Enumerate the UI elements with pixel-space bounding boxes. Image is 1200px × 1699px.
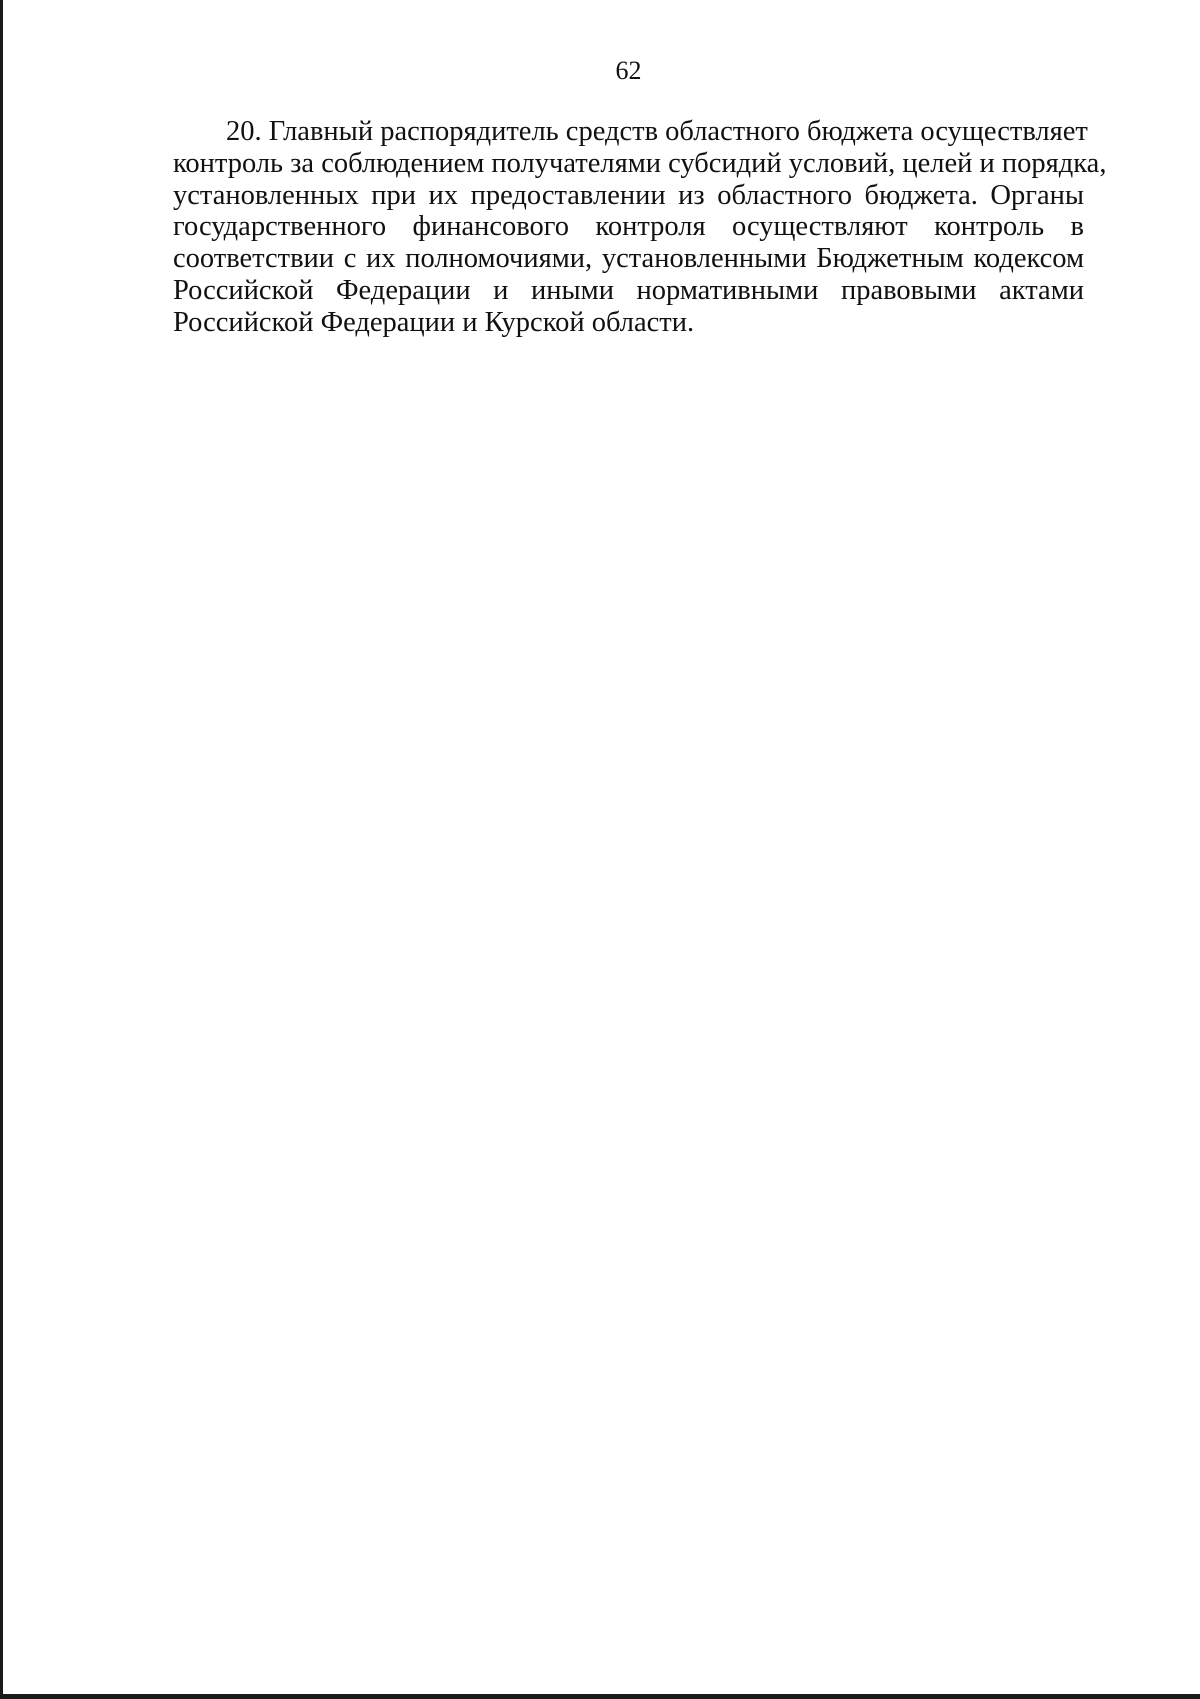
scan-edge-left xyxy=(0,0,3,1699)
page-number: 62 xyxy=(615,56,642,85)
paragraph-20 xyxy=(173,116,1107,339)
paragraph-line: Российской Федерации и иными нормативными правовыми актами xyxy=(173,274,1084,306)
scan-edge-bottom xyxy=(0,1694,1200,1699)
paragraph-line: контроль за соблюдением получателями субсидий условий, целей и порядка, xyxy=(173,147,1107,179)
paragraph-line: государственного финансового контроля осуществляют контроль в xyxy=(173,211,1084,243)
paragraph-line: соответствии с их полномочиями, установленными Бюджетным кодексом xyxy=(173,243,1084,275)
paragraph-line: 20. Главный распорядитель средств областного бюджета осуществляет xyxy=(226,116,1088,147)
paragraph-line: установленных при их предоставлении из областного бюджета. Органы xyxy=(173,179,1084,211)
paragraph-line: Российской Федерации и Курской области. xyxy=(173,306,695,338)
